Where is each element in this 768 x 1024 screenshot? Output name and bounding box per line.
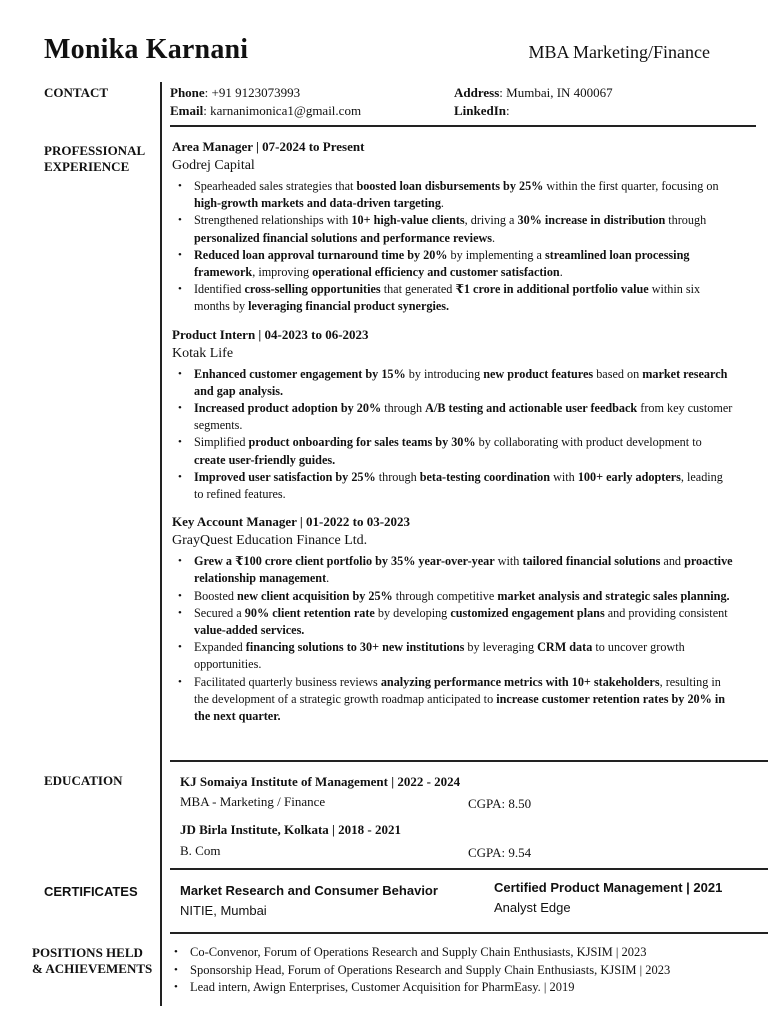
position-item: • Co-Convenor, Forum of Operations Research and Supply Chain Enthusiasts, KJSIM | 2023	[190, 944, 768, 962]
experience-section-label: PROFESSIONAL EXPERIENCE	[44, 143, 146, 174]
linkedin-label: LinkedIn	[454, 103, 507, 118]
contact-divider	[170, 125, 756, 127]
job-bullet: • Expanded financing solutions to 30+ new institutions by leveraging CRM data to uncover growth opportunities.	[194, 639, 734, 673]
job-bullet: • Simplified product onboarding for sales teams by 30% by collaborating with product development to create user-friendly guides.	[194, 434, 734, 468]
experience-list	[172, 138, 734, 725]
education-divider	[170, 868, 768, 870]
job-title: Key Account Manager | 01-2022 to 03-2023	[172, 514, 411, 530]
certificates-divider	[170, 932, 768, 934]
education-cgpa: CGPA: 9.54	[468, 845, 532, 860]
job-bullet: • Enhanced customer engagement by 15% by introducing new product features based on market research and gap analysis.	[194, 366, 734, 400]
phone-value: : +91 9123073993	[204, 85, 301, 100]
position-item: • Sponsorship Head, Forum of Operations Research and Supply Chain Enthusiasts, KJSIM | 2023	[190, 962, 768, 980]
job-company: GrayQuest Education Finance Ltd.	[172, 533, 368, 549]
education-degree: B. Com	[180, 843, 221, 858]
email-label: Email	[170, 103, 204, 118]
job-bullet: • Spearheaded sales strategies that boosted loan disbursements by 25% within the first quarter, focusing on high-growth markets and data-driven targeting.	[194, 178, 734, 212]
education-degree: MBA - Marketing / Finance	[180, 794, 326, 809]
certificate-title: Certified Product Management | 2021	[494, 880, 723, 895]
certificate-org: Analyst Edge	[494, 900, 571, 915]
contact-section-label: CONTACT	[44, 85, 109, 100]
job-company: Godrej Capital	[172, 158, 255, 173]
positions-section-label: POSITIONS HELD & ACHIEVEMENTS	[32, 945, 153, 976]
email-line	[170, 102, 361, 119]
certificates-section-label: CERTIFICATES	[44, 884, 138, 899]
job-title: Area Manager | 07-2024 to Present	[172, 139, 365, 154]
job-bullet: • Increased product adoption by 20% through A/B testing and actionable user feedback from key customer segments.	[194, 400, 734, 434]
experience-divider	[170, 760, 768, 762]
job-title: Product Intern | 04-2023 to 06-2023	[172, 326, 369, 342]
job-company: Kotak Life	[172, 345, 234, 361]
job-entry	[172, 513, 734, 725]
job-bullet: • Grew a ₹100 crore client portfolio by 35% year-over-year with tailored financial solutions and proactive relationship management.	[194, 553, 734, 587]
education-section-label: EDUCATION	[44, 773, 123, 788]
position-item: • Lead intern, Awign Enterprises, Customer Acquisition for PharmEasy. | 2019	[190, 979, 768, 997]
job-bullets	[172, 366, 734, 504]
job-bullet: • Boosted new client acquisition by 25% through competitive market analysis and strategic sales planning.	[194, 588, 734, 605]
job-bullet: • Secured a 90% client retention rate by developing customized engagement plans and providing consistent value-added services.	[194, 605, 734, 639]
candidate-role: MBA Marketing/Finance	[528, 42, 710, 62]
linkedin-value: :	[506, 103, 510, 118]
job-bullet: • Reduced loan approval turnaround time by 20% by implementing a streamlined loan processing framework, improving operational efficiency and customer satisfaction.	[194, 247, 734, 281]
job-bullets	[172, 178, 734, 316]
email-value: : karnanimonica1@gmail.com	[203, 103, 362, 118]
section-divider-vertical	[160, 82, 162, 1006]
positions-list	[170, 944, 768, 997]
phone-label: Phone	[170, 85, 205, 100]
certificate-title: Market Research and Consumer Behavior	[180, 883, 438, 898]
candidate-name: Monika Karnani	[44, 34, 249, 65]
job-bullet: • Identified cross-selling opportunities that generated ₹1 crore in additional portfolio value within six months by leveraging financial product synergies.	[194, 281, 734, 315]
job-bullet: • Strengthened relationships with 10+ high-value clients, driving a 30% increase in distribution through personalized financial solutions and performance reviews.	[194, 212, 734, 246]
job-bullet: • Improved user satisfaction by 25% through beta-testing coordination with 100+ early adopters, leading to refined features.	[194, 469, 734, 503]
address-line	[454, 84, 613, 101]
linkedin-line	[454, 102, 510, 119]
address-value: : Mumbai, IN 400067	[499, 85, 613, 100]
education-school: KJ Somaiya Institute of Management | 2022 - 2024	[180, 774, 461, 789]
address-label: Address	[454, 85, 500, 100]
education-cgpa: CGPA: 8.50	[468, 796, 532, 811]
job-bullets	[172, 553, 734, 725]
phone-line	[170, 84, 300, 101]
job-entry	[172, 138, 734, 316]
job-entry	[172, 326, 734, 504]
education-school: JD Birla Institute, Kolkata | 2018 - 2021	[180, 822, 401, 837]
job-bullet: • Facilitated quarterly business reviews analyzing performance metrics with 10+ stakeholders, resulting in the development of a strategic growth roadmap anticipated to increase customer retention rates by 20% in the next quarter.	[194, 674, 734, 726]
certificate-org: NITIE, Mumbai	[180, 903, 267, 918]
